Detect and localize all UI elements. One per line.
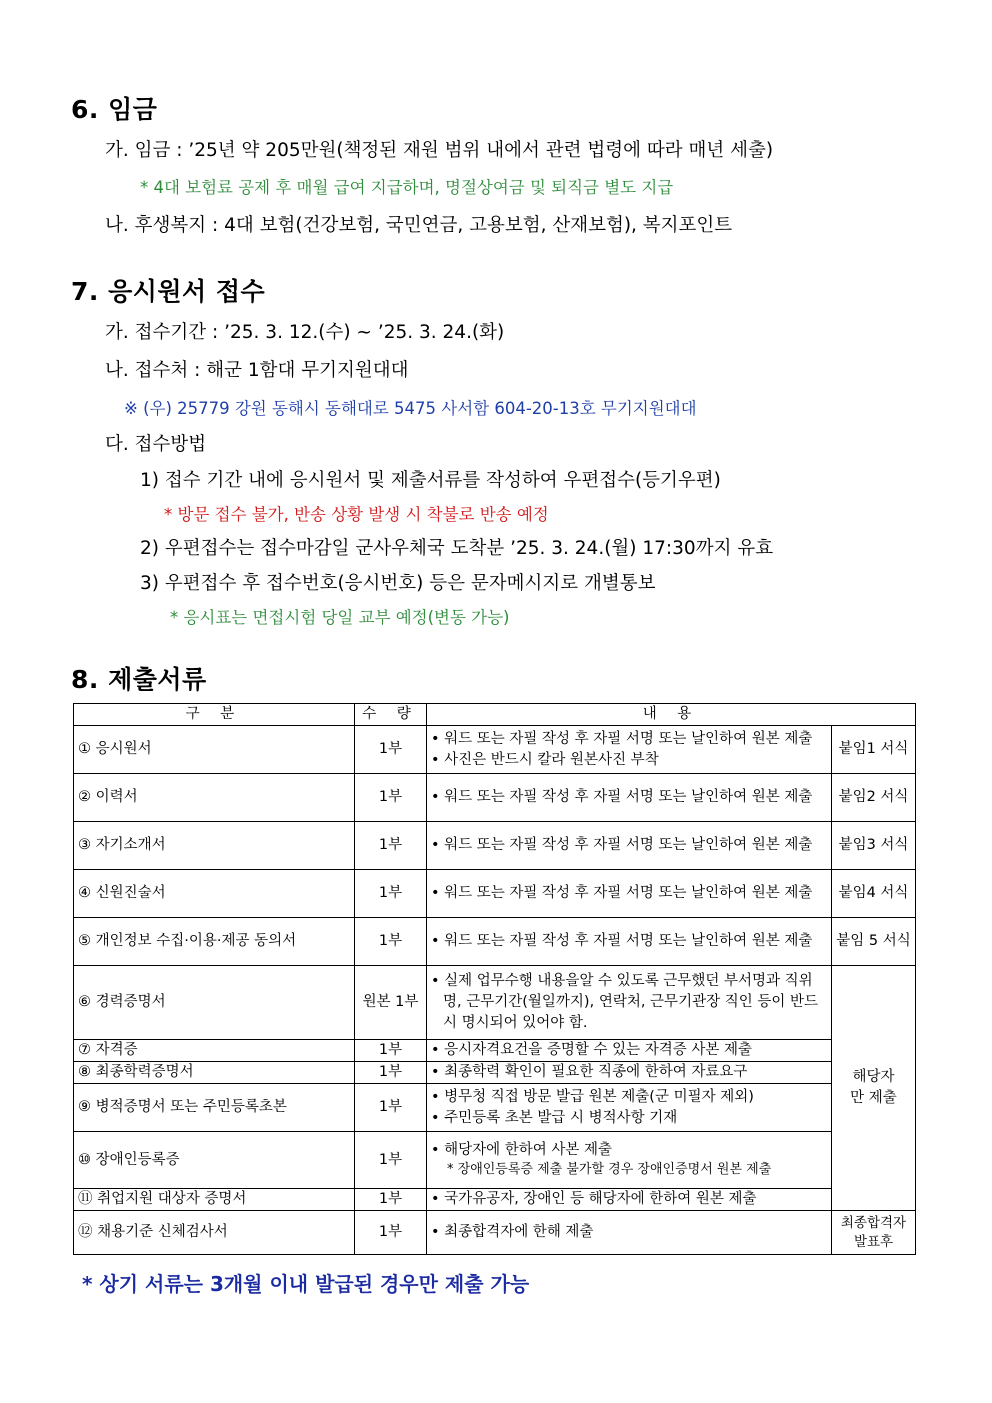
doc-qty: 1부: [355, 822, 427, 870]
doc-name: ⑩ 장애인등록증: [74, 1132, 355, 1189]
table-row: [74, 1040, 916, 1062]
content-line: • 최종합격자에 한해 제출: [431, 1224, 594, 1241]
table-row: [74, 1062, 916, 1084]
content-line: • 실제 업무수행 내용을알 수 있도록 근무했던 부서명과 직위명, 근무기간(월일까지), 연락처, 근무기관장 직인 등이 반드시 명시되어 있어야 함.: [431, 972, 818, 1032]
content-line: • 워드 또는 자필 작성 후 자필 서명 또는 날인하여 원본 제출: [431, 837, 813, 853]
table-row: [74, 1211, 916, 1255]
table-row: [74, 822, 916, 870]
section-7-title: 7. 응시원서 접수: [71, 277, 266, 306]
wage-note: * 4대 보험료 공제 후 매월 급여 지급하며, 명절상여금 및 퇴직금 별도 지급: [140, 178, 674, 197]
method-line: 다. 접수방법: [105, 434, 207, 455]
content-line: • 병무청 직접 방문 발급 원본 제출(군 미필자 제외): [431, 1088, 754, 1105]
content-subnote: * 장애인등록증 제출 불가할 경우 장애인증명서 원본 제출: [447, 1162, 772, 1178]
doc-name: ⑤ 개인정보 수집·이용·제공 동의서: [74, 918, 355, 966]
doc-qty: 1부: [355, 1211, 427, 1255]
method-1-note: * 방문 접수 불가, 반송 상황 발생 시 착불로 반송 예정: [164, 505, 549, 524]
header-quantity: 수 량: [355, 704, 427, 726]
doc-note: 붙임1 서식: [832, 726, 916, 774]
doc-name: ⑥ 경력증명서: [74, 966, 355, 1040]
header-category: 구 분: [74, 704, 355, 726]
doc-name: ③ 자기소개서: [74, 822, 355, 870]
method-3: 3) 우편접수 후 접수번호(응시번호) 등은 문자메시지로 개별통보: [140, 573, 656, 594]
doc-note: 붙임4 서식: [832, 870, 916, 918]
doc-name: ④ 신원진술서: [74, 870, 355, 918]
table-row: [74, 1189, 916, 1211]
doc-content: [427, 918, 832, 966]
doc-note: 붙임2 서식: [832, 774, 916, 822]
table-row: [74, 918, 916, 966]
address-note: ※ (우) 25779 강원 동해시 동해대로 5475 사서함 604-20-13호 무기지원대대: [124, 399, 697, 418]
content-line: • 워드 또는 자필 작성 후 자필 서명 또는 날인하여 원본 제출: [431, 730, 813, 747]
doc-name: ① 응시원서: [74, 726, 355, 774]
table-row: [74, 870, 916, 918]
table-row: [74, 774, 916, 822]
table-row: [74, 1084, 916, 1132]
wage-line: 가. 임금 : ’25년 약 205만원(책정된 재원 범위 내에서 관련 법령에 따라 매년 세출): [105, 140, 774, 161]
documents-table: [73, 703, 916, 1255]
doc-content: [427, 1040, 832, 1062]
doc-qty: 1부: [355, 918, 427, 966]
table-header-row: [74, 704, 916, 726]
table-row: [74, 966, 916, 1040]
doc-name: ⑫ 채용기준 신체검사서: [74, 1211, 355, 1255]
doc-qty: 1부: [355, 1189, 427, 1211]
doc-content: [427, 726, 832, 774]
doc-qty: 1부: [355, 726, 427, 774]
doc-content: [427, 966, 832, 1040]
content-line: • 워드 또는 자필 작성 후 자필 서명 또는 날인하여 원본 제출: [431, 789, 813, 805]
doc-note: 붙임3 서식: [832, 822, 916, 870]
section-6-title: 6. 임금: [71, 95, 158, 124]
doc-content: [427, 1084, 832, 1132]
period-line: 가. 접수기간 : ’25. 3. 12.(수) ~ ’25. 3. 24.(화): [105, 322, 505, 343]
doc-note: 최종합격자 발표후: [832, 1211, 916, 1255]
place-line: 나. 접수처 : 해군 1함대 무기지원대대: [105, 360, 409, 381]
doc-content: [427, 774, 832, 822]
footer-note: * 상기 서류는 3개월 이내 발급된 경우만 제출 가능: [82, 1272, 530, 1296]
content-line: • 주민등록 초본 발급 시 병적사항 기재: [431, 1109, 678, 1126]
doc-content: [427, 1062, 832, 1084]
method-2: 2) 우편접수는 접수마감일 군사우체국 도착분 ’25. 3. 24.(월) 17:30까지 유효: [140, 538, 774, 559]
doc-name: ② 이력서: [74, 774, 355, 822]
doc-name: ⑧ 최종학력증명서: [74, 1062, 355, 1084]
content-line: • 해당자에 한하여 사본 제출: [431, 1142, 613, 1159]
content-line: • 응시자격요건을 증명할 수 있는 자격증 사본 제출: [431, 1042, 752, 1059]
welfare-line: 나. 후생복지 : 4대 보험(건강보험, 국민연금, 고용보험, 산재보험), 복지포인트: [105, 215, 733, 236]
section-8-title: 8. 제출서류: [71, 665, 207, 694]
doc-note: 붙임 5 서식: [832, 918, 916, 966]
doc-content: [427, 1211, 832, 1255]
content-line: • 사진은 반드시 칼라 원본사진 부착: [431, 751, 659, 768]
doc-qty: 1부: [355, 774, 427, 822]
doc-qty: 1부: [355, 1062, 427, 1084]
content-line: • 최종학력 확인이 필요한 직종에 한하여 자료요구: [431, 1064, 748, 1081]
doc-qty: 1부: [355, 1040, 427, 1062]
method-1: 1) 접수 기간 내에 응시원서 및 제출서류를 작성하여 우편접수(등기우편): [140, 470, 721, 491]
doc-name: ⑪ 취업지원 대상자 증명서: [74, 1189, 355, 1211]
doc-content: [427, 1189, 832, 1211]
doc-content: [427, 1132, 832, 1189]
doc-qty: 1부: [355, 1084, 427, 1132]
method-3-note: * 응시표는 면접시험 당일 교부 예정(변동 가능): [170, 608, 510, 627]
doc-qty: 1부: [355, 1132, 427, 1189]
header-content: 내 용: [427, 704, 916, 726]
table-row: [74, 726, 916, 774]
content-line: • 워드 또는 자필 작성 후 자필 서명 또는 날인하여 원본 제출: [431, 885, 813, 901]
doc-qty: 원본 1부: [355, 966, 427, 1040]
doc-content: [427, 822, 832, 870]
doc-qty: 1부: [355, 870, 427, 918]
table-row: [74, 1132, 916, 1189]
merged-note: 해당자만 제출: [832, 966, 916, 1211]
doc-name: ⑨ 병적증명서 또는 주민등록초본: [74, 1084, 355, 1132]
doc-name: ⑦ 자격증: [74, 1040, 355, 1062]
content-line: • 워드 또는 자필 작성 후 자필 서명 또는 날인하여 원본 제출: [431, 933, 813, 949]
doc-content: [427, 870, 832, 918]
content-line: • 국가유공자, 장애인 등 해당자에 한하여 원본 제출: [431, 1191, 757, 1208]
